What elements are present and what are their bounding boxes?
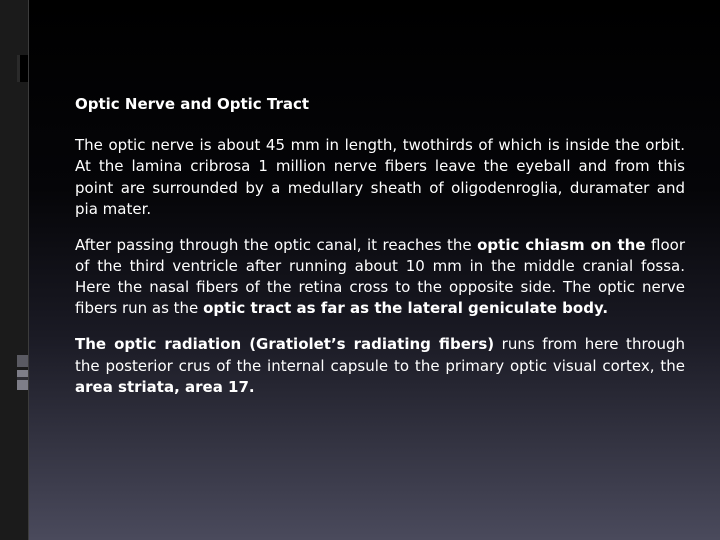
paragraph-3-segment-1-bold: The optic radiation (Gratiolet’s radiating fibers) [75,335,495,354]
bottom-accent-divider [17,377,28,380]
left-edge-line [28,0,29,540]
top-accent-inner [17,55,20,82]
paragraph-optic-radiation [75,334,685,398]
paragraph-3-segment-3-bold: area striata, area 17. [75,377,255,396]
paragraph-optic-nerve [75,135,685,220]
bottom-accent-bar-2 [17,370,28,390]
paragraph-1-segment-1: The optic nerve is about 45 mm in length, twothirds of which is inside the orbit. At the lamina cribrosa 1 million nerve fibers leave the eyeball and from this point are surrounded by a medullary sheath of oligodenroglia, duramater and pia mater. [75,136,685,218]
paragraph-2-segment-1: After passing through the optic canal, it reaches the [75,235,478,254]
paragraph-2-segment-4-bold: optic tract as far as the lateral geniculate body. [203,299,609,318]
paragraph-3-segment-2: runs from here through the posterior crus of the internal capsule to the primary optic visual cortex, the [75,335,685,375]
paragraph-2-segment-2-bold: optic chiasm on the [477,235,646,254]
paragraph-2-segment-3: floor of the third ventricle after running about 10 mm in the middle cranial fossa. Here the nasal fibers of the retina cross to the opposite side. The optic nerve fibers run as the [75,235,685,318]
bottom-accent-bar-1 [17,355,28,367]
slide-content [75,94,685,413]
paragraph-optic-chiasm [75,235,685,320]
slide-title: Optic Nerve and Optic Tract [75,95,310,113]
